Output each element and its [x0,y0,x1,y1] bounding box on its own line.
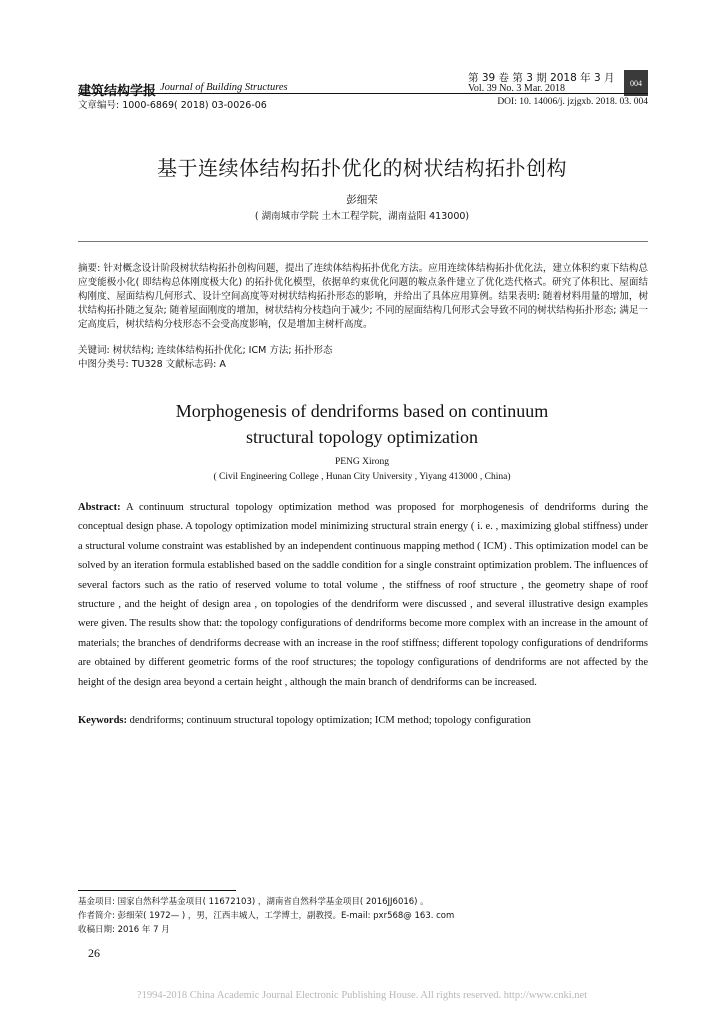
header-rule [78,93,648,94]
article-number: 文章编号: 1000-6869( 2018) 03-0026-06 [78,100,267,111]
page-code-badge: 004 [624,70,648,96]
journal-name-cn: 建筑结构学报 [78,84,157,99]
keywords-en-text: dendriforms; continuum structural topology optimization; ICM method; topology configuration [127,715,531,726]
footnote-author-bio: 作者简介: 彭细荣( 1972— ) ，男，江西丰城人，工学博士，副教授。E-mail: pxr568@ 163. com [78,911,455,921]
keywords-en [78,715,531,726]
section-rule [78,241,648,242]
keywords-en-label: Keywords: [78,715,127,726]
footnote-funding: 基金项目: 国家自然科学基金项目( 11672103) ，湖南省自然科学基金项目( 2016JJ6016) 。 [78,897,429,907]
paper-title-cn: 基于连续体结构拓扑优化的树状结构拓扑创构 [157,156,567,180]
abstract-en-label: Abstract: [78,502,121,513]
author-en: PENG Xirong [334,457,390,467]
paper-title-en-line1: Morphogenesis of dendriforms based on continuum [175,401,549,421]
journal-name-en: Journal of Building Structures [160,82,288,93]
keywords-cn: 关键词: 树状结构; 连续体结构拓扑优化; ICM 方法; 拓扑形态 [78,345,333,356]
abstract-cn: 摘要: 针对概念设计阶段树状结构拓扑创构问题，提出了连续体结构拓扑优化方法。应用连续体结构拓扑优化法，建立体积约束下结构总应变能极小化( 即结构总体刚度极大化) 的拓扑优化模型，依据单约束优化问题的鞍点条件建立了优化迭代格式。研究了体积比、屋面结构刚度、屋面结构几何形式、设计空间高度等对树状结构拓扑形态的影响，并给出了具体应用算例。结果表明: 随着材料用量的增加，树状结构拓扑随之复杂; 随着屋面刚度的增加，树状结构分枝趋向于减少; 不同的屋面结构几何形式会导致不同的树状结构拓扑形态; 满足一定高度后，树状结构分枝形态不会受高度影响，仅是增加主树杆高度。 [78,263,648,330]
author-cn: 彭细荣 [346,194,378,206]
affiliation-cn: ( 湖南城市学院 土木工程学院，湖南益阳 413000) [254,211,470,222]
issue-info-en: Vol. 39 No. 3 Mar. 2018 [468,83,566,94]
abstract-en-text: A continuum structural topology optimization method was proposed for morphogenesis of dendriforms during the conceptual design phase. A topology optimization model minimizing structural strain energy ( i. e. , maximizing global stiffness) under a structural volume constraint was established by an independent continuous mapping method ( ICM) . This optimization model can be solved by an iteration formula established based on the saddle condition for a single constraint optimization problem. The influences of several factors such as the ratio of reserved volume to total volume , the stiffness of roof structure , the geometry shape of roof structure , and the height of design area , on topologies of the dendriform were discussed , and several illustrative design examples were given. The results show that: the topology configurations of dendriforms become more complex with an increase in the amount of materials; the branches of dendriforms decrease with an increase in the roof stiffness; different topology configurations of dendriforms are obtained by different geometric forms of the roof structures; the topology configurations of dendriforms are not affected by the height of the design area beyond a certain height , although the main branch of dendriforms can be increased. [78,502,648,688]
abstract-en [78,498,648,692]
copyright-watermark: ?1994-2018 China Academic Journal Electronic Publishing House. All rights reserved. http://www.cnki.net [136,990,588,1001]
page-number: 26 [88,946,100,960]
doi: DOI: 10. 14006/j. jzjgxb. 2018. 03. 004 [497,97,648,107]
affiliation-en: ( Civil Engineering College , Hunan City University , Yiyang 413000 , China) [213,472,511,482]
paper-title-en-line2: structural topology optimization [246,427,478,447]
footnote-received-date: 收稿日期: 2016 年 7 月 [78,925,170,935]
classification-code: 中图分类号: TU328 文献标志码: A [78,359,226,370]
paper-title-en [0,398,724,450]
footnote-rule [78,890,236,891]
issue-info-cn: 第 39 卷 第 3 期 2018 年 3 月 [468,72,615,84]
